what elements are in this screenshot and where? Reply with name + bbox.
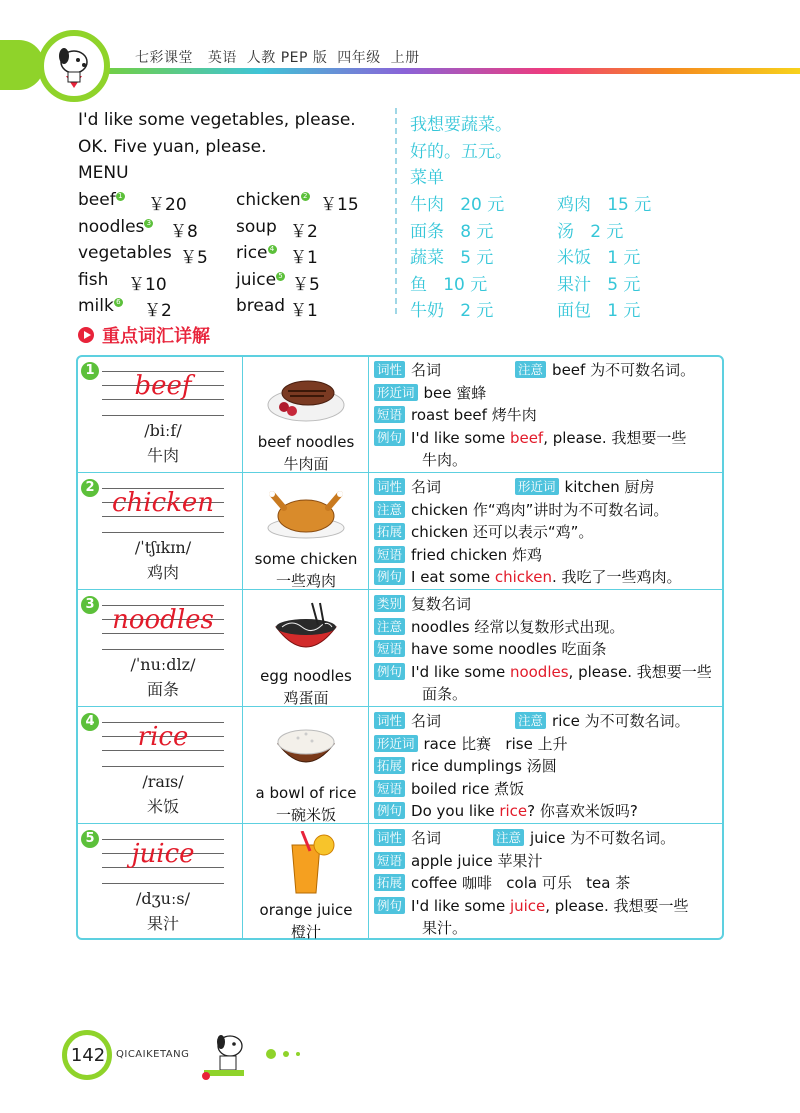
dialogue-line-1-cn: 我想要蔬菜。 <box>410 115 512 135</box>
menu-item-name: juice <box>236 270 277 290</box>
vocab-phonetic: /dʒuːs/ <box>136 889 190 908</box>
detail-line <box>374 428 686 448</box>
noodle-bowl-icon <box>262 597 350 661</box>
tag-label: 短语 <box>374 780 405 797</box>
decor-dot <box>266 1049 276 1059</box>
tag-label: 短语 <box>374 546 405 563</box>
tag-label: 词性 <box>374 361 405 378</box>
menu-price: ￥1 <box>290 301 318 321</box>
dialogue-divider <box>395 108 397 314</box>
detail-line <box>374 756 557 776</box>
tag-label: 注意 <box>374 501 405 518</box>
vocab-phonetic: /biːf/ <box>144 421 182 440</box>
detail-line <box>374 522 593 542</box>
phrase-cn: 一碗米饭 <box>275 806 336 824</box>
section-title: 重点词汇详解 <box>102 326 210 347</box>
detail-text: boiled rice 煮饭 <box>411 779 525 798</box>
phrase-cn: 牛肉面 <box>283 455 329 473</box>
menu-item-left <box>78 190 125 210</box>
dialogue-line-2-cn: 好的。五元。 <box>410 142 512 162</box>
menu-item-left <box>78 270 108 290</box>
menu-item-name: vegetables <box>78 243 172 263</box>
mascot-logo-icon <box>38 30 110 102</box>
detail-line <box>374 873 630 893</box>
item-number-badge: 6 <box>114 298 123 307</box>
detail-line <box>374 662 712 682</box>
detail-line <box>374 711 690 731</box>
menu-item-left <box>78 243 172 263</box>
detail-text: , please. 我想要一些 <box>568 662 712 681</box>
detail-line <box>374 801 638 821</box>
tag-label: 例句 <box>374 802 405 819</box>
tag-label: 注意 <box>515 361 546 378</box>
tag-label: 例句 <box>374 429 405 446</box>
vocab-word: juice <box>131 839 195 869</box>
detail-line <box>374 500 668 520</box>
item-number-badge: 3 <box>144 219 153 228</box>
row-number-badge: 1 <box>81 362 99 380</box>
table-divider <box>76 589 724 590</box>
vocab-meaning: 鸡肉 <box>146 563 179 582</box>
menu-item-name: beef <box>78 190 116 210</box>
tag-label: 类别 <box>374 595 405 612</box>
detail-line <box>374 639 607 659</box>
menu-item-cn: 牛肉 20 元 <box>410 195 505 215</box>
detail-line <box>374 450 467 470</box>
detail-line <box>374 851 543 871</box>
example-keyword: noodles <box>509 662 569 681</box>
detail-text: I'd like some <box>411 428 510 447</box>
phrase-cn: 一些鸡肉 <box>275 572 336 590</box>
detail-line <box>374 405 537 425</box>
detail-text: 牛肉。 <box>422 451 468 469</box>
tag-label: 注意 <box>493 829 524 846</box>
detail-line <box>374 918 467 938</box>
detail-line <box>374 477 655 497</box>
tag-label: 词性 <box>374 478 405 495</box>
vocab-phonetic: /ˈtʃɪkɪn/ <box>134 538 192 557</box>
tag-label: 短语 <box>374 406 405 423</box>
menu-price: ￥2 <box>290 222 318 242</box>
detail-text: , please. 我想要一些 <box>545 896 689 915</box>
detail-line <box>374 828 675 848</box>
menu-item-right <box>236 270 285 290</box>
detail-text: Do you like <box>411 802 500 820</box>
detail-text: rice dumplings 汤圆 <box>411 757 557 775</box>
example-keyword: chicken <box>494 568 552 586</box>
menu-item-name: milk <box>78 296 114 316</box>
item-number-badge: 2 <box>301 192 310 201</box>
menu-price: ￥8 <box>170 222 198 242</box>
table-divider <box>76 472 724 473</box>
detail-text: noodles 经常以复数形式出现。 <box>411 617 625 636</box>
detail-line <box>374 594 471 614</box>
steak-icon <box>262 363 350 427</box>
detail-line <box>374 545 542 565</box>
dialogue-line-2-en: OK. Five yuan, please. <box>78 137 267 157</box>
detail-text: I'd like some <box>411 662 510 681</box>
rice-bowl-icon <box>262 714 350 778</box>
decor-dot <box>283 1051 289 1057</box>
tag-label: 短语 <box>374 852 405 869</box>
table-divider <box>76 706 724 707</box>
menu-item-cn: 面条 8 元 <box>410 222 494 242</box>
detail-line <box>374 567 682 587</box>
detail-line <box>374 360 695 380</box>
example-keyword: beef <box>509 428 544 447</box>
vocab-phonetic: /raɪs/ <box>142 772 184 791</box>
detail-text: juice 为不可数名词。 <box>530 829 676 847</box>
example-keyword: juice <box>509 896 546 915</box>
phrase-en: beef noodles <box>257 433 355 451</box>
menu-item-name: rice <box>236 243 268 263</box>
tag-label: 注意 <box>374 618 405 635</box>
header-rainbow-bar <box>80 68 800 74</box>
menu-item-name: chicken <box>236 190 301 210</box>
menu-price: ￥2 <box>144 301 172 321</box>
detail-line <box>374 684 467 704</box>
menu-item-name: bread <box>236 296 286 316</box>
detail-text: I eat some <box>411 568 495 586</box>
menu-item-cn: 米饭 1 元 <box>557 248 641 268</box>
menu-item-cn: 汤 2 元 <box>557 222 624 242</box>
vocab-word: rice <box>137 722 189 752</box>
tag-label: 词性 <box>374 712 405 729</box>
section-arrow-icon <box>78 327 94 343</box>
vocab-meaning: 果汁 <box>146 914 179 933</box>
detail-line <box>374 617 624 637</box>
menu-item-cn: 面包 1 元 <box>557 301 641 321</box>
mascot-footer-icon <box>196 1030 256 1082</box>
menu-price: ￥20 <box>148 195 187 215</box>
table-divider <box>76 823 724 824</box>
row-number-badge: 5 <box>81 830 99 848</box>
vocab-word: noodles <box>112 605 214 635</box>
detail-text: fried chicken 炸鸡 <box>411 545 542 564</box>
vocab-word: beef <box>134 371 192 401</box>
detail-text: chicken 作“鸡肉”讲时为不可数名词。 <box>411 500 669 519</box>
menu-price: ￥1 <box>290 248 318 268</box>
menu-item-name: soup <box>236 217 277 237</box>
detail-text: bee 蜜蜂 <box>423 383 487 402</box>
vocab-phonetic: /ˈnuːdlz/ <box>130 655 196 674</box>
menu-price: ￥10 <box>128 275 167 295</box>
row-number-badge: 2 <box>81 479 99 497</box>
detail-text: 名词 <box>411 712 442 730</box>
row-number-badge: 3 <box>81 596 99 614</box>
detail-text: ? 你喜欢米饭吗? <box>527 802 638 820</box>
phrase-cn: 鸡蛋面 <box>283 689 329 707</box>
detail-text: roast beef 烤牛肉 <box>411 406 537 424</box>
tag-label: 拓展 <box>374 757 405 774</box>
detail-text: 名词 <box>411 478 442 496</box>
roast-chicken-icon <box>262 480 350 544</box>
dialogue-line-1-en: I'd like some vegetables, please. <box>78 110 356 130</box>
phrase-en: orange juice <box>259 901 353 919</box>
detail-line <box>374 734 568 754</box>
detail-text: chicken 还可以表示“鸡”。 <box>411 523 594 541</box>
item-number-badge: 1 <box>116 192 125 201</box>
detail-line <box>374 383 486 403</box>
vocab-meaning: 牛肉 <box>146 446 179 465</box>
detail-text: apple juice 苹果汁 <box>411 851 543 870</box>
menu-heading-cn: 菜单 <box>410 168 444 188</box>
detail-text: 面条。 <box>422 685 468 703</box>
phrase-en: egg noodles <box>260 667 352 685</box>
menu-price: ￥5 <box>180 248 208 268</box>
menu-heading-en: MENU <box>78 163 129 183</box>
menu-item-right <box>236 190 310 210</box>
menu-item-cn: 鱼 10 元 <box>410 275 488 295</box>
tag-label: 拓展 <box>374 874 405 891</box>
menu-item-cn: 牛奶 2 元 <box>410 301 494 321</box>
menu-item-name: noodles <box>78 217 145 237</box>
tag-label: 例句 <box>374 663 405 680</box>
phrase-cn: 橙汁 <box>290 923 321 941</box>
menu-item-right <box>236 217 277 237</box>
detail-text: race 比赛 rise 上升 <box>423 734 568 753</box>
tag-label: 形近词 <box>374 384 418 401</box>
decor-dot <box>296 1052 300 1056</box>
detail-text: I'd like some <box>411 896 510 915</box>
detail-text: 名词 <box>411 829 442 847</box>
detail-text: beef 为不可数名词。 <box>552 361 696 379</box>
row-number-badge: 4 <box>81 713 99 731</box>
header-title: 七彩课堂 英语 人教 PEP 版 四年级 上册 <box>135 50 420 66</box>
tag-label: 形近词 <box>515 478 559 495</box>
footer-brand: QICAIKETANG <box>116 1049 190 1060</box>
table-divider <box>368 355 369 940</box>
menu-item-cn: 鸡肉 15 元 <box>557 195 652 215</box>
detail-line <box>374 896 689 916</box>
vocab-meaning: 面条 <box>146 680 179 699</box>
vocab-meaning: 米饭 <box>146 797 179 816</box>
detail-text: kitchen 厨房 <box>564 478 655 496</box>
menu-price: ￥5 <box>292 275 320 295</box>
menu-item-right <box>236 243 277 263</box>
tag-label: 形近词 <box>374 735 418 752</box>
juice-glass-icon <box>262 831 350 895</box>
table-divider <box>242 355 243 940</box>
item-number-badge: 4 <box>268 245 277 254</box>
vocab-word: chicken <box>111 488 215 518</box>
detail-text: 名词 <box>411 361 442 379</box>
detail-text: rice 为不可数名词。 <box>552 712 690 730</box>
page-number: 142 <box>70 1045 106 1066</box>
menu-item-left <box>78 217 153 237</box>
detail-text: have some noodles 吃面条 <box>411 640 607 658</box>
tag-label: 注意 <box>515 712 546 729</box>
item-number-badge: 5 <box>276 272 285 281</box>
menu-price: ￥15 <box>320 195 359 215</box>
detail-text: coffee 咖啡 cola 可乐 tea 茶 <box>411 874 631 892</box>
phrase-en: some chicken <box>254 550 358 568</box>
tag-label: 例句 <box>374 897 405 914</box>
detail-text: 复数名词 <box>411 595 472 613</box>
tag-label: 例句 <box>374 568 405 585</box>
tag-label: 拓展 <box>374 523 405 540</box>
detail-text: . 我吃了一些鸡肉。 <box>551 568 682 586</box>
detail-text: 果汁。 <box>422 919 468 937</box>
detail-text: , please. 我想要一些 <box>543 428 687 447</box>
menu-item-right <box>236 296 285 316</box>
tag-label: 短语 <box>374 640 405 657</box>
menu-item-cn: 果汁 5 元 <box>557 275 641 295</box>
menu-item-cn: 蔬菜 5 元 <box>410 248 494 268</box>
phrase-en: a bowl of rice <box>255 784 357 802</box>
menu-item-name: fish <box>78 270 109 290</box>
menu-item-left <box>78 296 123 316</box>
tag-label: 词性 <box>374 829 405 846</box>
detail-line <box>374 779 524 799</box>
example-keyword: rice <box>499 802 528 820</box>
